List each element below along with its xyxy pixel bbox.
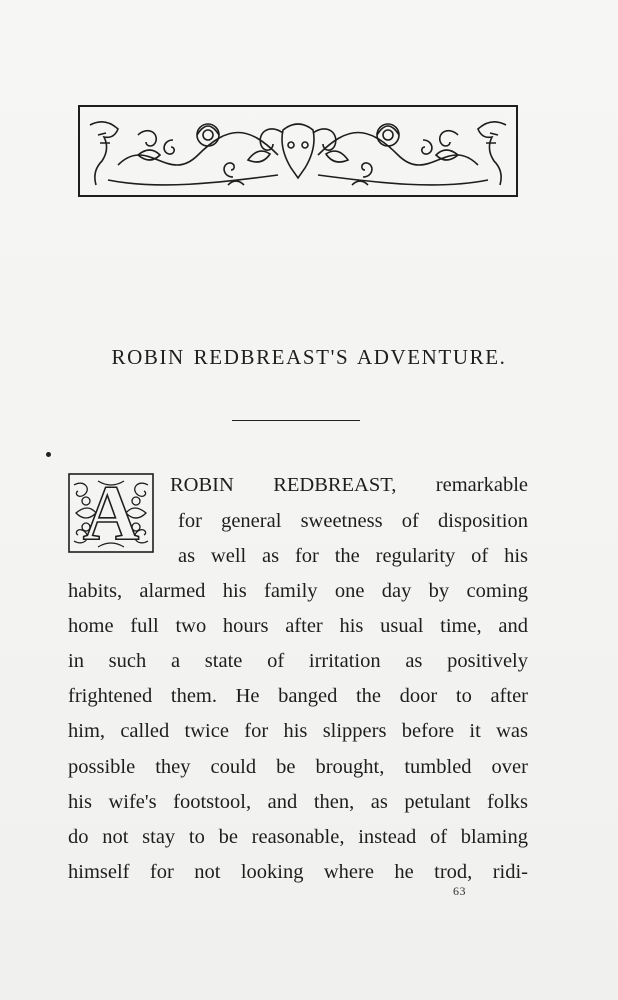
drop-cap-letter: A bbox=[82, 469, 140, 556]
body-line: do not stay to be reasonable, instead of blaming bbox=[68, 826, 528, 848]
body-line: possible they could be brought, tumbled over bbox=[68, 756, 528, 778]
body-line: him, called twice for his slippers before it was bbox=[68, 720, 528, 742]
title-rule bbox=[232, 420, 360, 421]
body-line: home full two hours after his usual time, and bbox=[68, 615, 528, 637]
body-line: in such a state of irritation as positively bbox=[68, 650, 528, 672]
body-line: his wife's footstool, and then, as petulant folks bbox=[68, 791, 528, 813]
body-line: for general sweetness of disposition bbox=[178, 510, 528, 532]
body-line: ROBIN REDBREAST, remarkable bbox=[170, 474, 528, 496]
page-number: 63 bbox=[453, 884, 466, 898]
body-line: himself for not looking where he trod, ridi- bbox=[68, 861, 528, 883]
drop-cap-ornament bbox=[68, 469, 154, 556]
body-line: habits, alarmed his family one day by coming bbox=[68, 580, 528, 602]
headpiece-ornament-icon bbox=[78, 105, 518, 197]
body-line: as well as for the regularity of his bbox=[178, 545, 528, 567]
ink-speck bbox=[46, 452, 51, 457]
chapter-title: ROBIN REDBREAST'S ADVENTURE. bbox=[111, 345, 507, 369]
body-line: frightened them. He banged the door to after bbox=[68, 685, 528, 707]
